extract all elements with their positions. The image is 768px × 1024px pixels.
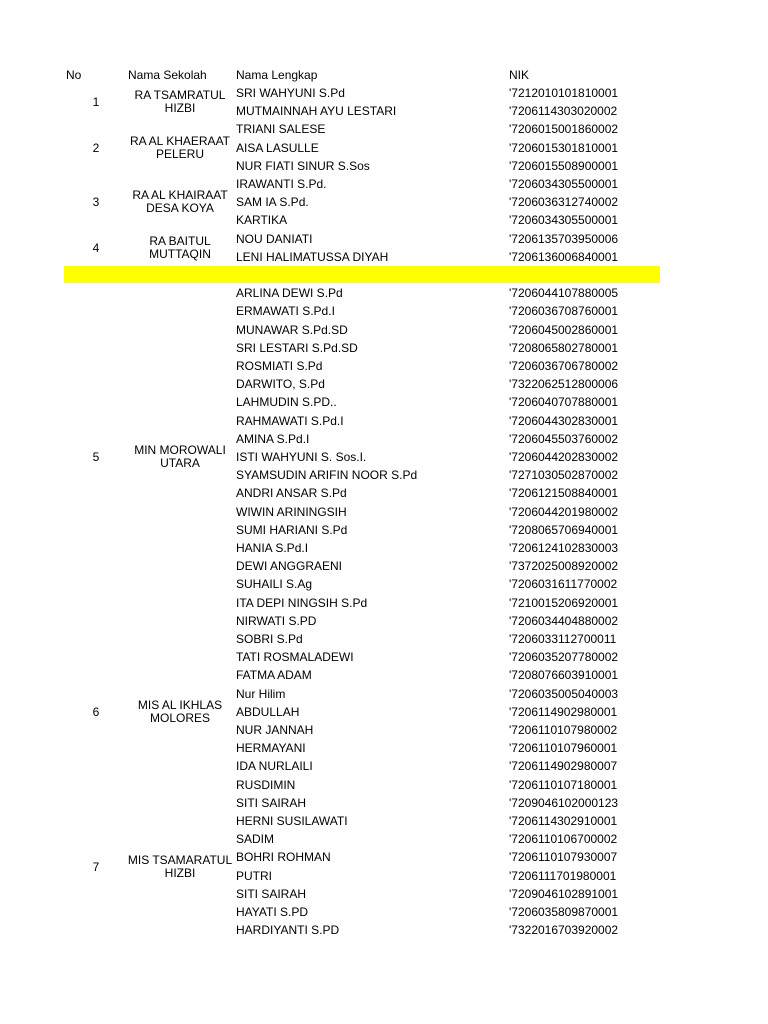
person-nik: '7206015508900001 bbox=[509, 158, 619, 173]
person-nik: '7206135703950006 bbox=[509, 231, 619, 246]
person-name: TATI ROSMALADEWI bbox=[236, 650, 354, 665]
person-nik: '7212010101810001 bbox=[509, 86, 619, 100]
person-name: ISTI WAHYUNI S. Sos.I. bbox=[236, 450, 367, 464]
person-nik: '7372025008920002 bbox=[509, 559, 619, 574]
person-name: ERMAWATI S.Pd.I bbox=[236, 304, 335, 319]
person-name: SYAMSUDIN ARIFIN NOOR S.Pd bbox=[236, 468, 418, 483]
person-nik: '7206044201980002 bbox=[509, 504, 619, 519]
person-nik: '7206036312740002 bbox=[509, 195, 619, 210]
person-nik: '7322062512800006 bbox=[509, 377, 619, 392]
person-nik: '7209046102000123 bbox=[509, 795, 619, 810]
header-name: Nama Lengkap bbox=[236, 68, 318, 82]
person-name: MUTMAINNAH AYU LESTARI bbox=[236, 104, 397, 119]
person-nik: '7206045503760002 bbox=[509, 431, 619, 446]
person-name: NUR FIATI SINUR S.Sos bbox=[236, 158, 370, 173]
person-name: AMINA S.Pd.I bbox=[236, 431, 310, 446]
person-name: RUSDIMIN bbox=[236, 777, 296, 792]
person-nik: '7206110107960001 bbox=[509, 741, 618, 756]
person-nik: '7206110107180001 bbox=[509, 777, 618, 792]
person-name: ANDRI ANSAR S.Pd bbox=[236, 486, 347, 501]
person-name: SAM IA S.Pd. bbox=[236, 195, 309, 210]
person-name: ABDULLAH bbox=[236, 704, 300, 719]
person-name: FATMA ADAM bbox=[236, 668, 312, 683]
person-name: SUHAILI S.Ag bbox=[236, 577, 313, 592]
person-nik: '7209046102891001 bbox=[509, 886, 619, 901]
person-nik: '7206114302910001 bbox=[509, 814, 618, 828]
person-name: IRAWANTI S.Pd. bbox=[236, 177, 327, 191]
person-nik: '7206114303020002 bbox=[509, 104, 618, 119]
person-name: SITI SAIRAH bbox=[236, 795, 307, 810]
person-name: AISA LASULLE bbox=[236, 140, 319, 155]
person-name: HAYATI S.PD bbox=[236, 905, 309, 919]
header-no: No bbox=[66, 68, 82, 82]
person-nik: '7206031611770002 bbox=[509, 577, 618, 592]
person-nik: '7206035809870001 bbox=[509, 905, 619, 919]
person-nik: '7206040707880001 bbox=[509, 395, 619, 410]
person-nik: '7206136006840001 bbox=[509, 249, 619, 264]
person-name: LAHMUDIN S.PD.. bbox=[236, 395, 337, 410]
person-nik: '7206110106700002 bbox=[509, 832, 618, 847]
header-school: Nama Sekolah bbox=[128, 68, 207, 82]
person-name: RAHMAWATI S.Pd.I bbox=[236, 413, 344, 428]
person-nik: '7206111701980001 bbox=[509, 868, 617, 883]
person-name: ARLINA DEWI S.Pd bbox=[236, 286, 343, 301]
person-nik: '7208076603910001 bbox=[509, 668, 619, 683]
person-nik: '7206121508840001 bbox=[509, 486, 619, 501]
person-nik: '7210015206920001 bbox=[509, 595, 619, 610]
person-name: HARDIYANTI S.PD bbox=[236, 923, 340, 938]
school-number: 3 bbox=[92, 195, 100, 210]
person-name: SRI WAHYUNI S.Pd bbox=[236, 86, 345, 100]
person-name: IDA NURLAILI bbox=[236, 759, 313, 774]
header-nik: NIK bbox=[509, 68, 530, 82]
person-name: ITA DEPI NINGSIH S.Pd bbox=[236, 595, 368, 610]
school-number: 4 bbox=[92, 240, 100, 255]
person-name: HANIA S.Pd.I bbox=[236, 541, 309, 555]
person-name: SRI LESTARI S.Pd.SD bbox=[236, 340, 358, 355]
person-name: NOU DANIATI bbox=[236, 231, 313, 246]
person-name: DEWI ANGGRAENI bbox=[236, 559, 343, 574]
person-nik: '7208065802780001 bbox=[509, 340, 619, 355]
person-nik: '7206110107930007 bbox=[509, 850, 618, 865]
person-name: PUTRI bbox=[236, 868, 272, 883]
person-nik: '7206044107880005 bbox=[509, 286, 619, 301]
person-name: HERNI SUSILAWATI bbox=[236, 814, 348, 828]
person-name: SOBRI S.Pd bbox=[236, 632, 303, 646]
school-number: 1 bbox=[92, 95, 100, 110]
school-name: RA TSAMRATUL HIZBI bbox=[134, 88, 226, 116]
person-nik: '7206045002860001 bbox=[509, 322, 619, 337]
person-name: Nur Hilim bbox=[236, 686, 286, 701]
school-name: RA BAITUL MUTTAQIN bbox=[149, 233, 211, 261]
school-number: 2 bbox=[92, 140, 100, 155]
person-nik: '7206034305500001 bbox=[509, 177, 619, 191]
person-nik: '7206035005040003 bbox=[509, 686, 619, 701]
person-nik: '7206034404880002 bbox=[509, 613, 619, 628]
person-name: ROSMIATI S.Pd bbox=[236, 359, 323, 373]
school-name: RA AL KHAIRAAT DESA KOYA bbox=[132, 188, 228, 216]
person-nik: '7206015301810001 bbox=[509, 140, 619, 155]
person-nik: '7206114902980007 bbox=[509, 759, 618, 774]
person-name: SITI SAIRAH bbox=[236, 886, 307, 901]
person-nik: '7206044202830002 bbox=[509, 450, 619, 464]
person-nik: '7206114902980001 bbox=[509, 704, 618, 719]
person-nik: '7208065706940001 bbox=[509, 522, 619, 537]
school-number: 7 bbox=[92, 859, 100, 874]
person-nik: '7206015001860002 bbox=[509, 122, 619, 137]
person-nik: '7206033112700011 bbox=[509, 632, 617, 646]
person-nik: '7206124102830003 bbox=[509, 541, 619, 555]
person-name: NIRWATI S.PD bbox=[236, 613, 317, 628]
person-name: MUNAWAR S.Pd.SD bbox=[236, 322, 348, 337]
school-name: MIS AL IKHLAS MOLORES bbox=[137, 697, 223, 725]
person-name: LENI HALIMATUSSA DIYAH bbox=[236, 249, 389, 264]
person-nik: '7322016703920002 bbox=[509, 923, 619, 938]
person-name: SUMI HARIANI S.Pd bbox=[236, 522, 348, 537]
person-nik: '7206044302830001 bbox=[509, 413, 619, 428]
person-nik: '7271030502870002 bbox=[509, 468, 619, 483]
school-name: MIS TSAMARATUL HIZBI bbox=[127, 852, 233, 880]
person-name: DARWITO, S.Pd bbox=[236, 377, 325, 392]
person-name: WIWIN ARININGSIH bbox=[236, 504, 347, 519]
school-name: RA AL KHAERAAT PELERU bbox=[129, 133, 231, 161]
person-nik: '7206034305500001 bbox=[509, 213, 619, 228]
person-name: HERMAYANI bbox=[236, 741, 306, 756]
school-name: MIN MOROWALI UTARA bbox=[134, 443, 226, 470]
person-nik: '7206036706780002 bbox=[509, 359, 619, 373]
highlighted-empty-row bbox=[64, 266, 660, 283]
person-nik: '7206035207780002 bbox=[509, 650, 619, 665]
person-name: NUR JANNAH bbox=[236, 723, 314, 737]
person-name: KARTIKA bbox=[236, 213, 288, 228]
person-name: TRIANI SALESE bbox=[236, 122, 326, 137]
person-name: SADIM bbox=[236, 832, 275, 847]
person-nik: '7206036708760001 bbox=[509, 304, 619, 319]
person-name: BOHRI ROHMAN bbox=[236, 850, 331, 865]
person-nik: '7206110107980002 bbox=[509, 723, 618, 737]
school-number: 5 bbox=[92, 450, 100, 464]
school-number: 6 bbox=[92, 704, 100, 719]
